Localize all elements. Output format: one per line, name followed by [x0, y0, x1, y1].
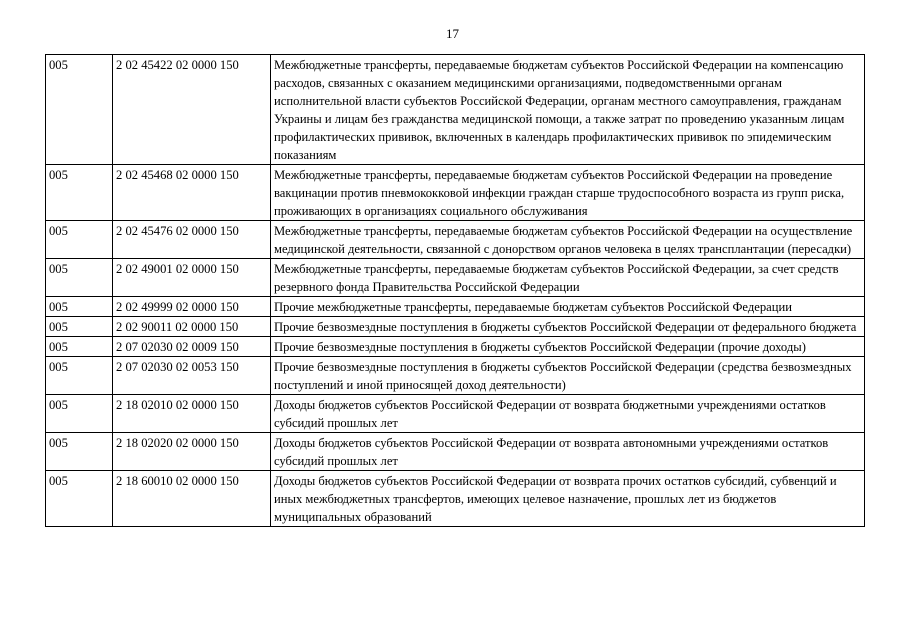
table-row [46, 471, 865, 527]
table-row [46, 221, 865, 259]
table-row [46, 297, 865, 317]
admin-code-cell: 005 [46, 433, 113, 471]
table-row [46, 259, 865, 297]
budget-code-cell: 2 07 02030 02 0009 150 [113, 337, 271, 357]
description-cell: Прочие межбюджетные трансферты, передаваемые бюджетам субъектов Российской Федерации [271, 297, 865, 317]
admin-code-cell: 005 [46, 337, 113, 357]
description-cell: Межбюджетные трансферты, передаваемые бюджетам субъектов Российской Федерации на осуществление медицинской деятельности, связанной с донорством органов человека в целях трансплантации (пересадки) [271, 221, 865, 259]
table-row [46, 165, 865, 221]
admin-code-cell: 005 [46, 471, 113, 527]
budget-code-cell: 2 02 49999 02 0000 150 [113, 297, 271, 317]
budget-code-cell: 2 02 90011 02 0000 150 [113, 317, 271, 337]
budget-code-cell: 2 07 02030 02 0053 150 [113, 357, 271, 395]
budget-code-cell: 2 02 45468 02 0000 150 [113, 165, 271, 221]
description-cell: Межбюджетные трансферты, передаваемые бюджетам субъектов Российской Федерации на проведение вакцинации против пневмококковой инфекции граждан старше трудоспособного возраста из групп риска, проживающих в организациях социального обслуживания [271, 165, 865, 221]
table-row [46, 395, 865, 433]
admin-code-cell: 005 [46, 221, 113, 259]
table-row [46, 433, 865, 471]
admin-code-cell: 005 [46, 55, 113, 165]
page-number: 17 [446, 26, 459, 41]
description-cell: Прочие безвозмездные поступления в бюджеты субъектов Российской Федерации (средства безвозмездных поступлений и иной приносящей доход деятельности) [271, 357, 865, 395]
admin-code-cell: 005 [46, 317, 113, 337]
description-cell: Прочие безвозмездные поступления в бюджеты субъектов Российской Федерации от федерального бюджета [271, 317, 865, 337]
budget-code-cell: 2 18 60010 02 0000 150 [113, 471, 271, 527]
admin-code-cell: 005 [46, 297, 113, 317]
description-cell: Межбюджетные трансферты, передаваемые бюджетам субъектов Российской Федерации на компенсацию расходов, связанных с оказанием медицинскими организациями, подведомственными органам исполнительной власти субъектов Российской Федерации, органам местного самоуправления, гражданам Украины и лицам без гражданства медицинской помощи, а также затрат по проведению указанным лицам профилактических прививок, включенных в календарь профилактических прививок по эпидемическим показаниям [271, 55, 865, 165]
description-cell: Доходы бюджетов субъектов Российской Федерации от возврата бюджетными учреждениями остатков субсидий прошлых лет [271, 395, 865, 433]
budget-code-cell: 2 18 02010 02 0000 150 [113, 395, 271, 433]
budget-code-cell: 2 02 45476 02 0000 150 [113, 221, 271, 259]
table-row [46, 55, 865, 165]
admin-code-cell: 005 [46, 357, 113, 395]
admin-code-cell: 005 [46, 259, 113, 297]
table-row [46, 357, 865, 395]
description-cell: Доходы бюджетов субъектов Российской Федерации от возврата автономными учреждениями остатков субсидий прошлых лет [271, 433, 865, 471]
description-cell: Доходы бюджетов субъектов Российской Федерации от возврата прочих остатков субсидий, субвенций и иных межбюджетных трансфертов, имеющих целевое назначение, прошлых лет из бюджетов муниципальных образований [271, 471, 865, 527]
admin-code-cell: 005 [46, 395, 113, 433]
description-cell: Прочие безвозмездные поступления в бюджеты субъектов Российской Федерации (прочие доходы) [271, 337, 865, 357]
budget-code-cell: 2 02 49001 02 0000 150 [113, 259, 271, 297]
admin-code-cell: 005 [46, 165, 113, 221]
budget-code-cell: 2 02 45422 02 0000 150 [113, 55, 271, 165]
budget-code-cell: 2 18 02020 02 0000 150 [113, 433, 271, 471]
revenue-classification-table [45, 54, 865, 527]
table-row [46, 337, 865, 357]
table-row [46, 317, 865, 337]
description-cell: Межбюджетные трансферты, передаваемые бюджетам субъектов Российской Федерации, за счет средств резервного фонда Правительства Российской Федерации [271, 259, 865, 297]
